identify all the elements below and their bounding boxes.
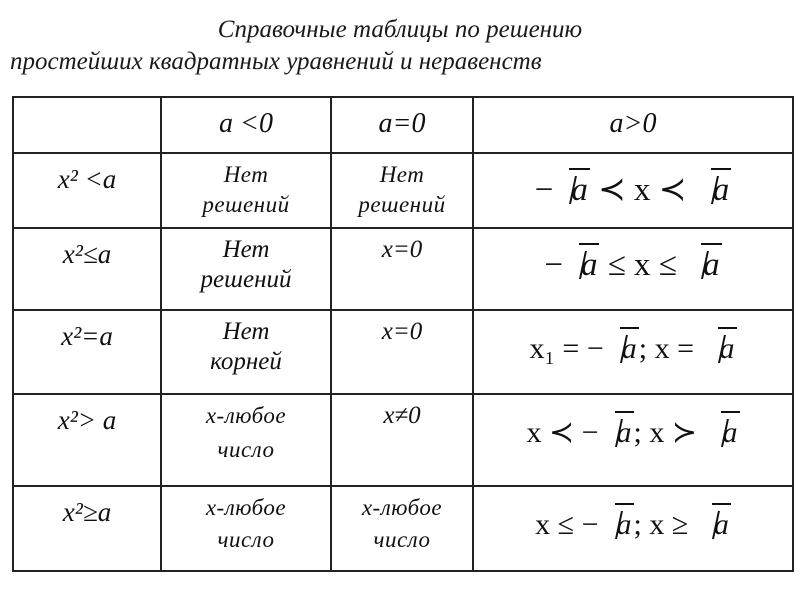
cell-line: x=0	[381, 236, 423, 263]
header-a-zero: a=0	[331, 97, 473, 153]
radicand: a	[718, 327, 737, 369]
cell-line: x=0	[381, 318, 423, 345]
condition-text: x²=a	[61, 321, 113, 351]
cell-line: x-любое	[205, 495, 287, 520]
formula-prefix: −	[544, 247, 563, 283]
table-row	[13, 394, 793, 486]
formula-prefix: x ≺ −	[526, 416, 599, 449]
a-zero-cell	[331, 310, 473, 394]
a-negative-cell	[161, 228, 331, 310]
table-header-row	[13, 97, 793, 153]
solution-formula	[474, 487, 792, 545]
solution-formula	[474, 395, 792, 453]
table-row	[13, 486, 793, 571]
sqrt-symbol	[604, 327, 639, 369]
condition-text: x²≤a	[62, 239, 112, 269]
a-positive-cell	[473, 228, 793, 310]
condition-text: x²≥a	[62, 497, 112, 527]
radicand: a	[569, 168, 590, 210]
sqrt-symbol	[705, 411, 740, 453]
sqrt-symbol	[553, 168, 590, 210]
sqrt-symbol	[563, 243, 600, 285]
cell-line: решений	[202, 192, 290, 217]
a-positive-cell	[473, 310, 793, 394]
header-a-negative: a <0	[161, 97, 331, 153]
cell-line: x≠0	[383, 402, 421, 429]
condition-cell	[13, 486, 161, 571]
a-positive-cell	[473, 394, 793, 486]
sqrt-symbol	[696, 503, 731, 545]
formula-prefix: x₁ = −	[529, 332, 604, 365]
cell-line: число	[217, 437, 275, 462]
condition-cell	[13, 228, 161, 310]
table-row	[13, 310, 793, 394]
cell-line: решений	[200, 266, 292, 293]
condition-cell	[13, 310, 161, 394]
header-a-positive: a>0	[473, 97, 793, 153]
radicand: a	[701, 243, 722, 285]
sqrt-symbol	[695, 168, 732, 210]
sqrt-symbol	[702, 327, 737, 369]
radicand: a	[711, 168, 732, 210]
radicand: a	[615, 411, 634, 453]
cell-line: Нет	[222, 318, 270, 345]
formula-prefix: −	[534, 172, 554, 208]
reference-table	[12, 96, 794, 572]
formula-middle: ; x ≻	[633, 416, 705, 449]
a-zero-cell	[331, 486, 473, 571]
table-row	[13, 228, 793, 310]
cell-line: корней	[210, 348, 282, 375]
cell-line: число	[373, 527, 431, 552]
page-title	[0, 14, 800, 78]
solution-formula	[474, 154, 792, 210]
a-positive-cell	[473, 486, 793, 571]
a-negative-cell	[161, 394, 331, 486]
title-line-1: Справочные таблицы по решению	[217, 16, 583, 43]
a-zero-cell	[331, 394, 473, 486]
cell-line: x-любое	[361, 495, 443, 520]
cell-line: Нет	[223, 162, 269, 187]
condition-cell	[13, 394, 161, 486]
solution-formula	[474, 311, 792, 369]
radicand: a	[615, 503, 634, 545]
condition-text: x² <a	[57, 164, 117, 194]
cell-line: число	[217, 527, 275, 552]
a-negative-cell	[161, 153, 331, 228]
a-zero-cell	[331, 228, 473, 310]
a-positive-cell	[473, 153, 793, 228]
cell-line: решений	[358, 192, 446, 217]
radicand: a	[721, 411, 740, 453]
radicand: a	[579, 243, 600, 285]
formula-middle: ; x =	[638, 332, 702, 365]
condition-cell	[13, 153, 161, 228]
solution-formula	[474, 229, 792, 285]
cell-line: Нет	[379, 162, 425, 187]
formula-middle: ≤ x ≤	[599, 247, 686, 283]
radicand: a	[712, 503, 731, 545]
cell-line: x-любое	[205, 403, 287, 428]
table-row	[13, 153, 793, 228]
radicand: a	[620, 327, 639, 369]
a-negative-cell	[161, 310, 331, 394]
a-zero-cell	[331, 153, 473, 228]
cell-line: Нет	[222, 236, 270, 263]
condition-text: x²> a	[57, 405, 117, 435]
formula-middle: ; x ≥	[633, 508, 696, 541]
sqrt-symbol	[599, 411, 634, 453]
sqrt-symbol	[685, 243, 722, 285]
sqrt-symbol	[599, 503, 634, 545]
a-negative-cell	[161, 486, 331, 571]
title-line-2: простейших квадратных уравнений и неравенств	[10, 48, 542, 75]
formula-middle: ≺ x ≺	[589, 172, 695, 208]
formula-prefix: x ≤ −	[535, 508, 599, 541]
header-empty-cell	[13, 97, 161, 153]
